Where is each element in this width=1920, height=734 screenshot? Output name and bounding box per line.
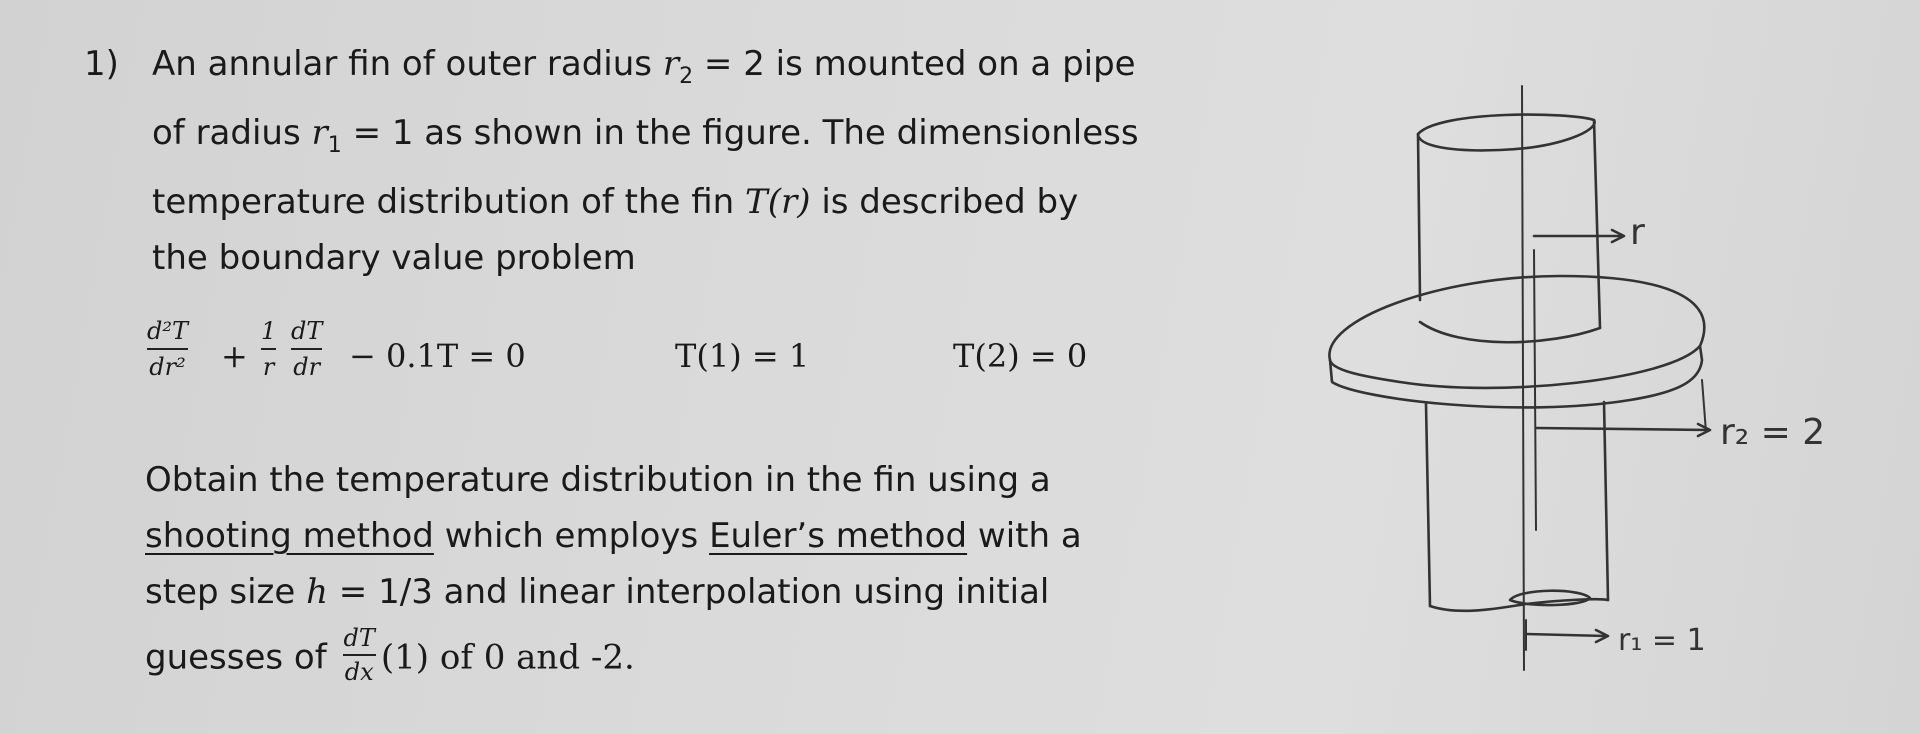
math-var-r1: r — [311, 112, 328, 153]
fin-top-ellipse — [1329, 276, 1704, 388]
pipe-fin-junction — [1420, 322, 1600, 342]
boundary-condition-1: T(1) = 1 — [675, 337, 810, 375]
problem-number: 1) — [84, 44, 119, 84]
task-statement — [145, 452, 1255, 620]
radius-arrow-r1 — [1526, 634, 1606, 636]
problem-statement — [152, 36, 1262, 286]
task-line-2 — [145, 508, 1255, 564]
fraction-denominator: r — [261, 348, 276, 382]
radius-arrow-r2 — [1536, 428, 1708, 430]
fraction-dT-dx — [342, 624, 377, 686]
task-text: step size — [145, 572, 307, 612]
pipe-bottom-ellipse — [1510, 591, 1590, 605]
task-text: = 1/3 and linear interpolation using initial — [328, 572, 1050, 612]
center-axis-line — [1522, 86, 1524, 670]
pipe-upper-left-wall — [1418, 134, 1420, 300]
pipe-upper-right-wall — [1594, 120, 1600, 328]
fraction-numerator: dT — [291, 317, 323, 345]
math-T-of-r: T(r) — [745, 181, 811, 222]
r2-extension-line — [1702, 380, 1706, 432]
plus-sign: + — [221, 337, 248, 375]
task-line-4 — [145, 624, 635, 690]
underlined-term-shooting-method: shooting method — [145, 516, 434, 556]
fraction-1-over-r — [259, 316, 278, 382]
task-text: (1) of 0 and -2. — [380, 637, 635, 678]
pipe-lower-right-wall — [1604, 402, 1608, 600]
pipe-top-ellipse — [1418, 115, 1595, 151]
fin-thickness-edge — [1330, 346, 1702, 407]
subscript-2: 2 — [679, 63, 694, 89]
fraction-numerator: dT — [343, 624, 375, 652]
task-line-3 — [145, 564, 1255, 620]
fraction-denominator: dx — [343, 654, 376, 686]
statement-text: = 2 is mounted on a pipe — [693, 44, 1136, 84]
fraction-numerator: 1 — [261, 317, 277, 345]
statement-line-2 — [152, 105, 1262, 174]
statement-text: An annular fin of outer radius — [152, 44, 663, 84]
pipe-inner-line — [1534, 250, 1536, 530]
equation-remainder: − 0.1T = 0 — [349, 337, 526, 375]
statement-text: is described by — [810, 181, 1079, 222]
figure-label-r2: r₂ = 2 — [1720, 412, 1826, 453]
annular-fin-sketch — [1300, 60, 1920, 734]
figure-label-r: r — [1630, 212, 1645, 253]
statement-text: temperature distribution of the fin — [152, 181, 746, 222]
fraction-denominator: dr — [291, 348, 322, 382]
task-text: which employs — [433, 516, 710, 556]
fraction-dT-dr — [289, 316, 324, 382]
subscript-1: 1 — [327, 132, 342, 158]
statement-line-3 — [152, 174, 1262, 230]
math-var-h: h — [306, 572, 328, 612]
statement-text: = 1 as shown in the figure. The dimensionless — [341, 112, 1139, 153]
figure-label-r1: r₁ = 1 — [1618, 623, 1706, 658]
underlined-term-eulers-method: Euler’s method — [709, 516, 968, 556]
boundary-condition-2: T(2) = 0 — [953, 337, 1088, 375]
pipe-lower-left-wall — [1426, 404, 1430, 606]
task-line-1: Obtain the temperature distribution in the fin using a — [145, 460, 1051, 500]
statement-text: of radius — [152, 112, 312, 153]
fraction-numerator: d²T — [147, 317, 188, 345]
fraction-denominator: dr² — [147, 348, 187, 382]
fraction-d2T-dr2 — [145, 316, 190, 382]
statement-line-1 — [152, 36, 1262, 105]
task-text: guesses of — [145, 637, 338, 678]
statement-line-4: the boundary value problem — [152, 237, 636, 278]
task-text: with a — [967, 516, 1082, 556]
math-var-r2: r — [662, 44, 680, 84]
